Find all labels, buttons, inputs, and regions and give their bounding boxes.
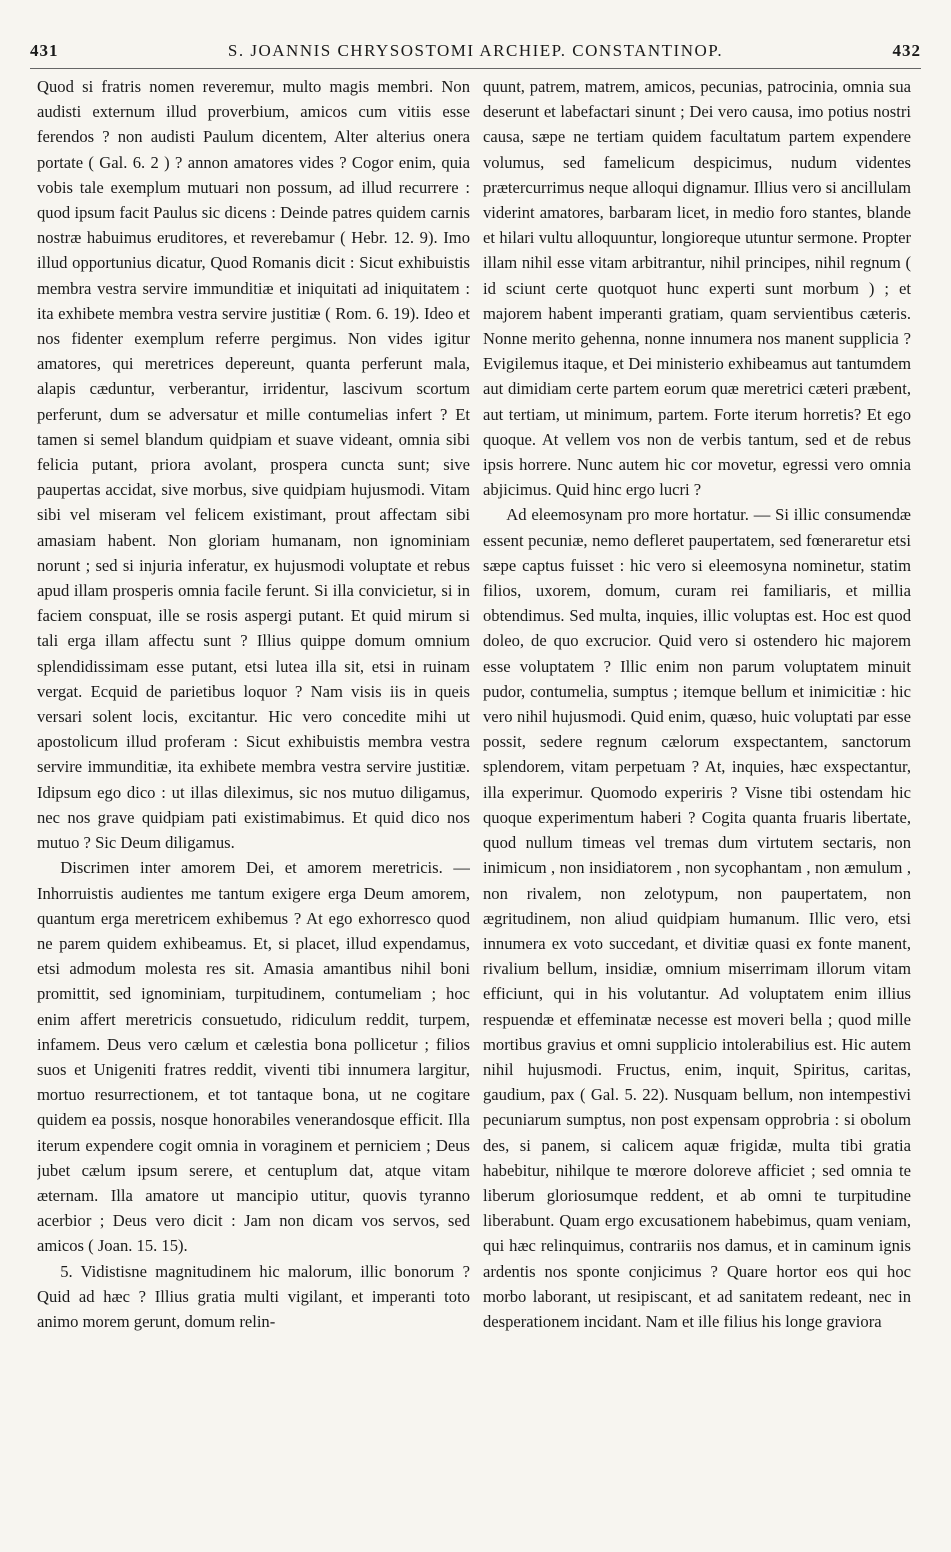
left-paragraph-3: 5. Vidistisne magnitudinem hic malorum, illic bonorum ? Quid ad hæc ? Illius gratia multi vigilant, et imperanti toto animo morem gerunt, domum relin- [37,1261,470,1331]
left-paragraph-1: Quod si fratris nomen reveremur, multo magis membri. Non audisti externum illud proverbium, amicos cum vitiis esse ferendos ? non audisti Paulum dicentem, Alter alterius onera portate ( Gal. 6. 2 ) ? annon amatores vides ? Cogor enim, quia vobis tale exemplum mutuari non possum, ad illud recurrere : quod ipsum facit Paulus sic dicens : Deinde patres quidem carnis nostræ habuimus eruditores, et reverebamur ( Hebr. 12. 9). Imo illud opportunius dicatur, Quod Romanis dicit : Sicut exhibuistis membra vestra servire immunditiæ et iniquitati ad iniquitatem : ita exhibete membra vestra servire justitiæ ( Rom. 6. 19). Ideo et nos fidenter exemplum referre pergimus. Non vides igitur amatores, qui meretrices depereunt, quanta perferunt mala, alapis cæduntur, verberantur, irridentur, lascivum scortum perferunt, dum se adversatur et mille contumelias infert ? Et tamen si semel blandum quidpiam et suave videant, omnia sibi felicia putant, priora avolant, prospera cuncta sunt; sive paupertas accidat, sive morbus, sive quidpiam hujusmodi. Vitam sibi vel miseram vel felicem existimant, prout affectam sibi amasiam habent. Non gloriam humanam, non ignominiam norunt ; sed si injuria inferatur, ex hujusmodi voluptate et rebus apud illam prosperis omnia facile ferunt. Si illa convicietur, si in faciem conspuat, ille se rosis aspergi putant. Et quid mirum si tali erga illam affectu sunt ? Illius quippe domum omnium splendidissimam esse putant, etsi lutea illa sit, etsi in ruinam vergat. Ecquid de parietibus loquor ? Nam visis iis in queis versari solent locis, excitantur. Hic vero concedite mihi ut apostolicum illud proferam : Sicut exhibuistis membra vestra servire immunditiæ, ita exhibete membra vestra servire justitiæ. Idipsum ego dico : ut illas dileximus, sic nos mutuo diligamus, nec nos grave quidpiam pati existimabimus. Et quid dico nos mutuo ? Sic Deum diligamus. [37,77,470,853]
page-number-right: 432 [892,41,921,60]
running-title: S. JOANNIS CHRYSOSTOMI ARCHIEP. CONSTANTINOP. [227,41,724,60]
left-paragraph-2: Discrimen inter amorem Dei, et amorem meretricis. — Inhorruistis audientes me tantum exigere erga Deum amorem, quantum erga meretricem exhibemus ? At ego exhorresco quod ne parem quidem exhibeamus. Et, si placet, illud expendamus, etsi admodum molesta res sit. Amasia amantibus nihil boni promittit, sed ignominiam, turpitudinem, contumeliam ; hoc enim affert meretricis consuetudo, ridiculum reddit, turpem, infamem. Deus vero cælum et cælestia bona pollicetur ; filios suos et Unigeniti fratres reddit, viventi tibi innumera largitur, mortuo resurrectionem, et tot tantaque bona, ut ne cogitare quidem ea possis, nosque honorabiles venerandosque efficit. Illa iterum expendere cogit omnia in voraginem et perniciem ; Deus jubet cælum ipsum serere, et centuplum dat, atque vitam æternam. Illa amatore ut mancipio utitur, quovis tyranno acerbior ; Deus vero dicit : Jam non dicam vos servos, sed amicos ( Joan. 15. 15). [37,858,470,1256]
right-paragraph-2: Ad eleemosynam pro more hortatur. — Si illic consumendæ essent pecuniæ, nemo defleret paupertatem, sed fœneraretur etsi sæpe captus fuisset : hic vero si eleemosyna nominetur, statim filios, uxorem, domum, curam rei familiaris, et millia obtendimus. Sed multa, inquies, illic voluptas est. Hoc est quod doleo, de quo excrucior. Quid vero si ostendero hic majorem esse voluptatem ? Illic enim non parum voluptatem minuit pudor, contumelia, sumptus ; itemque bellum et inimicitiæ : hic vero nihil hujusmodi. Quid enim, quæso, huic voluptati par esse possit, sedere regnum cælorum exspectantem, sanctorum splendorem, vitam perpetuam ? At, inquies, hæc exspectantur, illa experimur. Quomodo experiris ? Visne tibi ostendam hic quoque experimentum haberi ? Cogita quanta fruaris libertate, quod nullum timeas vel tremas dum virtutem sectaris, non inimicum , non insidiatorem , non sycophantam , non æmulum , non rivalem, non zelotypum, non paupertatem, non ægritudinem, non aliud quidpiam humanum. Illic vero, etsi innumera ex voto succedant, et divitiæ quasi ex fonte manent, rivalium bellum, insidiæ, omnium miserrimam illorum vitam efficiunt, qui in his volutantur. Ad voluptatem enim illius respuendæ et effeminatæ necesse est moveri bella ; quod mille mortibus gravius et omni supplicio intolerabilius est. Hic autem nihil hujusmodi. Fructus, enim, inquit, Spiritus, caritas, gaudium, pax ( Gal. 5. 22). Nusquam bellum, non intempestivi pecuniarum sumptus, non post expensam opprobria : si obolum des, si panem, si calicem aquæ frigidæ, multa tibi gratia habebitur, nihilque te mœrore doloreve afficiet ; sed omnia te liberum gloriosumque reddent, et ab omni te turpitudine liberabunt. Quam ergo excusationem habebimus, quam veniam, qui hæc relinquimus, contrariis nos damus, et in caminum ignis ardentis nos sponte conjicimus ? Quare hortor eos qui hoc morbo laborant, ut resipiscant, et ad sanitatem redeant, nec in desperationem incidant. Nam et ille filius his longe graviora [483,505,911,1331]
right-paragraph-1: quunt, patrem, matrem, amicos, pecunias, patrocinia, omnia sua deserunt et labefactari sinunt ; Dei vero causa, imo potius nostri causa, sæpe ne tertiam quidem facultatum partem expendere volumus, sed famelicum despicimus, nudum videntes prætercurrimus neque alloqui dignamur. Illius vero si ancillulam viderint amatores, barbaram licet, in medio foro stantes, blande et hilari vultu alloquuntur, longioreque utuntur sermone. Propter illam nihil esse vitam arbitrantur, nihil principes, nihil regnum ( id sciunt certe quotquot hunc experti sunt morbum ) ; et majorem habent imperanti gratiam, quam servientibus cæteris. Nonne merito gehenna, nonne innumera nos manent supplicia ? Evigilemus itaque, et Dei ministerio exhibeamus aut tantumdem aut dimidiam certe partem eorum quæ meretrici cæteri præbent, aut tertiam, ut minimum, partem. Forte iterum horretis? Et ego quoque. At vellem vos non de verbis tantum, sed et de rebus ipsis horrere. Nunc autem hic cor movetur, egressi vero omnia abjicimus. Quid hinc ergo lucri ? [483,77,911,500]
running-header [30,34,921,69]
left-column [37,74,470,1540]
page-number-left: 431 [30,41,59,60]
right-column [483,74,911,1540]
